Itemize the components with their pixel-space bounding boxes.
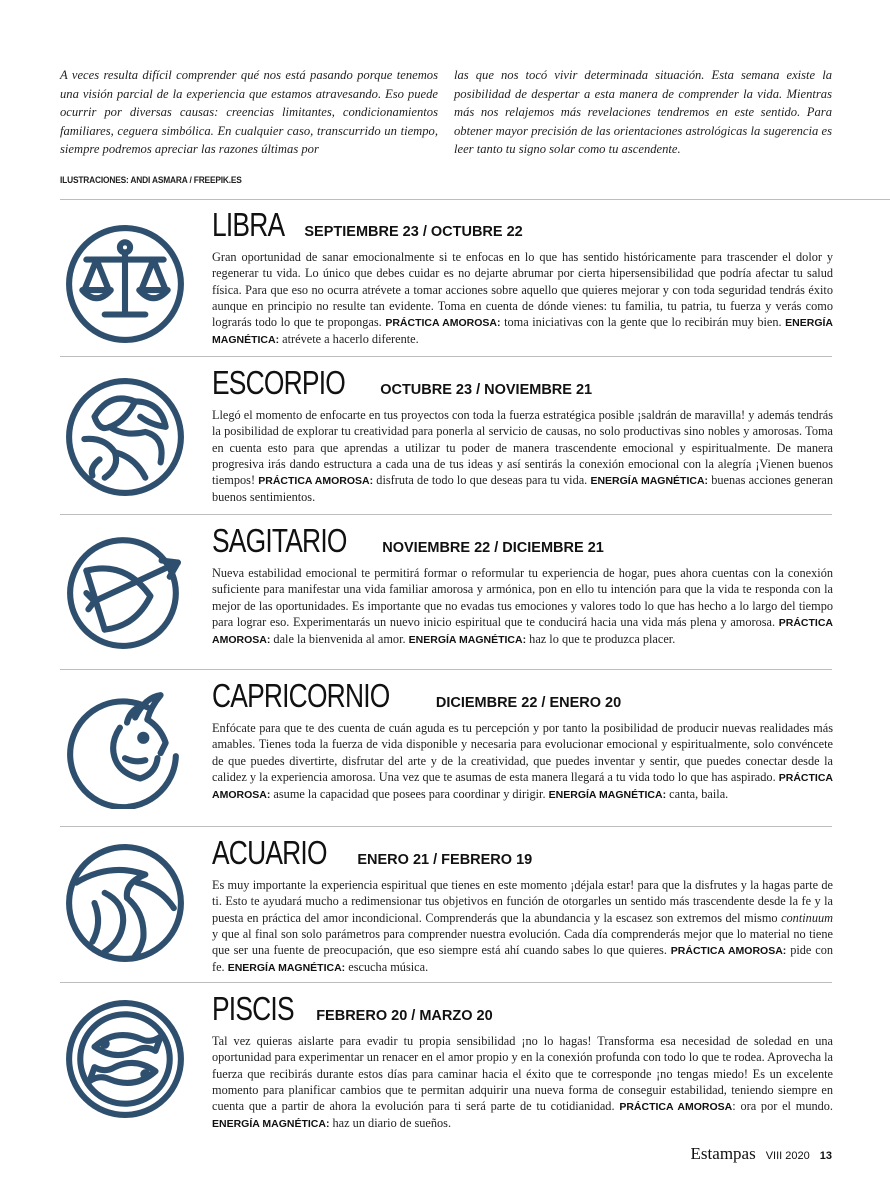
sign-content xyxy=(212,677,833,803)
magazine-name: Estampas xyxy=(690,1144,756,1163)
libra-icon xyxy=(64,223,186,345)
aquarius-icon xyxy=(64,842,186,964)
sign-text-rest: y que al final son solo parámetros para comprender nuestra evolución. Cada día comprenderás mejor que lo material no tiene que ser una fuente de preocupación, que eso siempre está ahí cuando sabes lo que quieres. xyxy=(212,926,833,958)
divider xyxy=(60,356,832,357)
amor-text: asume la capacidad que posees para coordinar y dirigir. xyxy=(273,787,546,802)
sign-dates: SEPTIEMBRE 23 / OCTUBRE 22 xyxy=(304,224,523,240)
sign-text xyxy=(212,565,833,648)
sign-heading xyxy=(212,364,833,400)
sign-dates: OCTUBRE 23 / NOVIEMBRE 21 xyxy=(380,382,593,398)
energia-label: ENERGÍA MAGNÉTICA: xyxy=(548,789,667,802)
sign-dates: NOVIEMBRE 22 / DICIEMBRE 21 xyxy=(382,540,604,556)
sign-heading xyxy=(212,990,833,1026)
sign-content xyxy=(212,364,833,506)
sign-text xyxy=(212,249,833,349)
sign-heading xyxy=(212,522,833,558)
sign-dates: ENERO 21 / FEBRERO 19 xyxy=(357,852,533,868)
sign-dates: DICIEMBRE 22 / ENERO 20 xyxy=(435,695,622,711)
page-number: 13 xyxy=(819,1150,832,1162)
intro-text xyxy=(60,66,832,159)
energia-label: ENERGÍA MAGNÉTICA: xyxy=(212,317,833,347)
sign-text-main: Tal vez quieras aislarte para evadir tu propia sensibilidad ¡no lo hagas! Transforma esa necesidad de soledad en una oportunidad para experimentar un renacer en el amor propio y en la conexión profunda con todo lo que te rodea. Aprovecha la fuerza que recibirás durante estos días para caminar hacia el éxito que te corresponde ¡no tengas miedo! Es un excelente momento para planificar cambios que te permitan adquirir una nueva forma de conseguir estabilidad, teniendo siempre en cuenta que a partir de ahora la evolución para ti será parte de tu cotidianidad. xyxy=(212,1034,833,1114)
energia-text: atrévete a hacerlo diferente. xyxy=(282,332,419,347)
energia-label: ENERGÍA MAGNÉTICA: xyxy=(408,634,527,647)
sign-dates: FEBRERO 20 / MARZO 20 xyxy=(316,1008,493,1024)
sagittarius-icon xyxy=(64,530,186,652)
sign-text-main: Gran oportunidad de sanar emocionalmente si te enfocas en lo que has sentido históricamente para trascender el dolor y regenerar tu vida. Lo único que debes cuidar es no dejarte abrumar por cierta hipersensibilidad que podría afectar tu salud física. Para que eso no ocurra atrévete a tomar acciones sobre aquello que quieres mejorar y con toda seguridad tendrás éxito aunque en principio no resulte tan evidente. Toma en cuenta de dónde vienes: tu familia, tu patria, tu fuerza y verás como lograrás todo lo que te propongas. xyxy=(212,250,833,330)
amor-label: PRÁCTICA AMOROSA: xyxy=(258,475,374,488)
sign-content xyxy=(212,522,833,648)
energia-label: ENERGÍA MAGNÉTICA: xyxy=(227,962,346,975)
amor-text: pide con fe. xyxy=(212,943,834,975)
sign-text-main: Es muy importante la experiencia espiritual que tienes en este momento ¡déjala estar! para que la disfrutes y la hagas parte de ti. Esto te ayudará mucho a redimensionar tus objetivos en función de otorgarles un sentido más trascendente desde la fe y la puesta en práctica del amor incondicional. Comprenderás que la abundancia y la escasez son extremos del mismo xyxy=(212,878,833,925)
energia-text: haz un diario de sueños. xyxy=(332,1116,452,1131)
energia-label: ENERGÍA MAGNÉTICA: xyxy=(590,475,709,488)
sign-name: CAPRICORNIO xyxy=(212,677,390,714)
intro-column-2: las que nos tocó vivir determinada situación. Esta semana existe la posibilidad de despertar a esta manera de comprender la vida. Mientras más nos relajemos más revelaciones tendremos en este sentido. Para obtener mayor precisión de las orientaciones astrológicas la sugerencia es leer tanto tu signo solar como tu ascendente. xyxy=(454,68,832,157)
energia-label: ENERGÍA MAGNÉTICA: xyxy=(212,1118,330,1131)
amor-text: toma iniciativas con la gente que lo recibirán muy bien. xyxy=(504,315,782,330)
energia-text: canta, baila. xyxy=(669,787,729,802)
sign-text xyxy=(212,1033,833,1133)
capricorn-icon xyxy=(64,687,186,809)
amor-label: PRÁCTICA AMOROSA: xyxy=(670,945,787,958)
amor-text: : ora por el mundo. xyxy=(732,1099,833,1114)
sign-content xyxy=(212,206,833,349)
divider xyxy=(60,199,890,200)
sign-text-main: Llegó el momento de enfocarte en tus proyectos con toda la fuerza estratégica posible ¡saldrán de maravilla! y además tendrás la posibilidad de explorar tu creatividad para ponerla al servicio de causas, no solo productivas sino nobles y amorosas. Toma en cuenta esto para que aprendas a utilizar tu poder de manera trascendente emocional y espiritualmente. De manera progresiva irás dando estructura a cada una de tus ideas y así sentirás la conexión emocional con la alegría ¡Vienen buenos tiempos! xyxy=(212,408,833,488)
amor-label: PRÁCTICA AMOROSA: xyxy=(212,771,833,802)
page-footer xyxy=(691,1144,832,1164)
sign-heading xyxy=(212,677,833,713)
sign-content xyxy=(212,990,833,1133)
sign-text xyxy=(212,877,833,977)
sign-text xyxy=(212,407,833,506)
sign-content xyxy=(212,834,833,977)
illustration-credit: ILUSTRACIONES: ANDI ASMARA / FREEPIK.ES xyxy=(60,175,242,186)
amor-text: disfruta de todo lo que deseas para tu vida. xyxy=(376,473,588,488)
sign-heading xyxy=(212,834,833,870)
sign-name: ESCORPIO xyxy=(212,364,345,401)
sign-text-main: Enfócate para que te des cuenta de cuán aguda es tu percepción y por tanto la posibilidad de producir nuevas realidades más amables. Tienes toda la fuerza de vida disponible y necesaria para evolucionar emocional y espiritualmente, solo convéncete de que puedes divertirte, disfrutar del arte y de la creatividad, que puedes inventar y sentir, que puedes conectar desde la calidez y la experiencia amorosa. Una vez que te asumas de esta manera llegará a tu vida todo lo que has aspirado. xyxy=(212,721,833,784)
issue-date: VIII 2020 xyxy=(765,1150,810,1162)
sign-name: PISCIS xyxy=(212,990,294,1027)
pisces-icon xyxy=(64,998,186,1120)
sign-text-main: Nueva estabilidad emocional te permitirá formar o reformular tu experiencia de hogar, pues ahora cuentas con la conexión suficiente para manifestar una vida familiar amorosa y armónica, pon en ello tu intención para que la vida te responda con la mejor de las oportunidades. Es importante que no evadas tus emociones y valores todo lo que has hecho a lo largo del tiempo para lograr eso. Experimentarás un nuevo inicio espiritual que te conducirá hacia una vida más plena y amorosa. xyxy=(212,566,833,629)
sign-heading xyxy=(212,206,833,242)
sign-name: LIBRA xyxy=(212,206,285,243)
divider xyxy=(60,514,832,515)
energia-text: escucha música. xyxy=(348,960,429,975)
sign-name: ACUARIO xyxy=(212,834,327,871)
amor-text: dale la bienvenida al amor. xyxy=(273,632,406,647)
intro-column-1: A veces resulta difícil comprender qué nos está pasando porque tenemos una visión parcial de la experiencia que estamos atravesando. Eso puede ocurrir por diversas causas: creencias limitantes, condicionamientos familiares, ceguera simbólica. En cualquier caso, transcurrido un tiempo, siempre podremos apreciar las razones últimas por xyxy=(60,68,438,157)
energia-text: haz lo que te produzca placer. xyxy=(529,632,676,647)
sign-text xyxy=(212,720,833,803)
scorpio-icon xyxy=(64,376,186,498)
energia-text: buenas acciones generan buenos sentimientos. xyxy=(212,473,834,505)
divider xyxy=(60,826,832,827)
divider xyxy=(60,669,832,670)
sign-name: SAGITARIO xyxy=(212,522,347,559)
amor-label: PRÁCTICA AMOROSA: xyxy=(385,317,501,330)
amor-label: PRÁCTICA AMOROSA xyxy=(619,1101,733,1114)
sign-text-emphasis: continuum xyxy=(781,910,833,925)
divider xyxy=(60,982,832,983)
amor-label: PRÁCTICA AMOROSA: xyxy=(212,616,833,647)
